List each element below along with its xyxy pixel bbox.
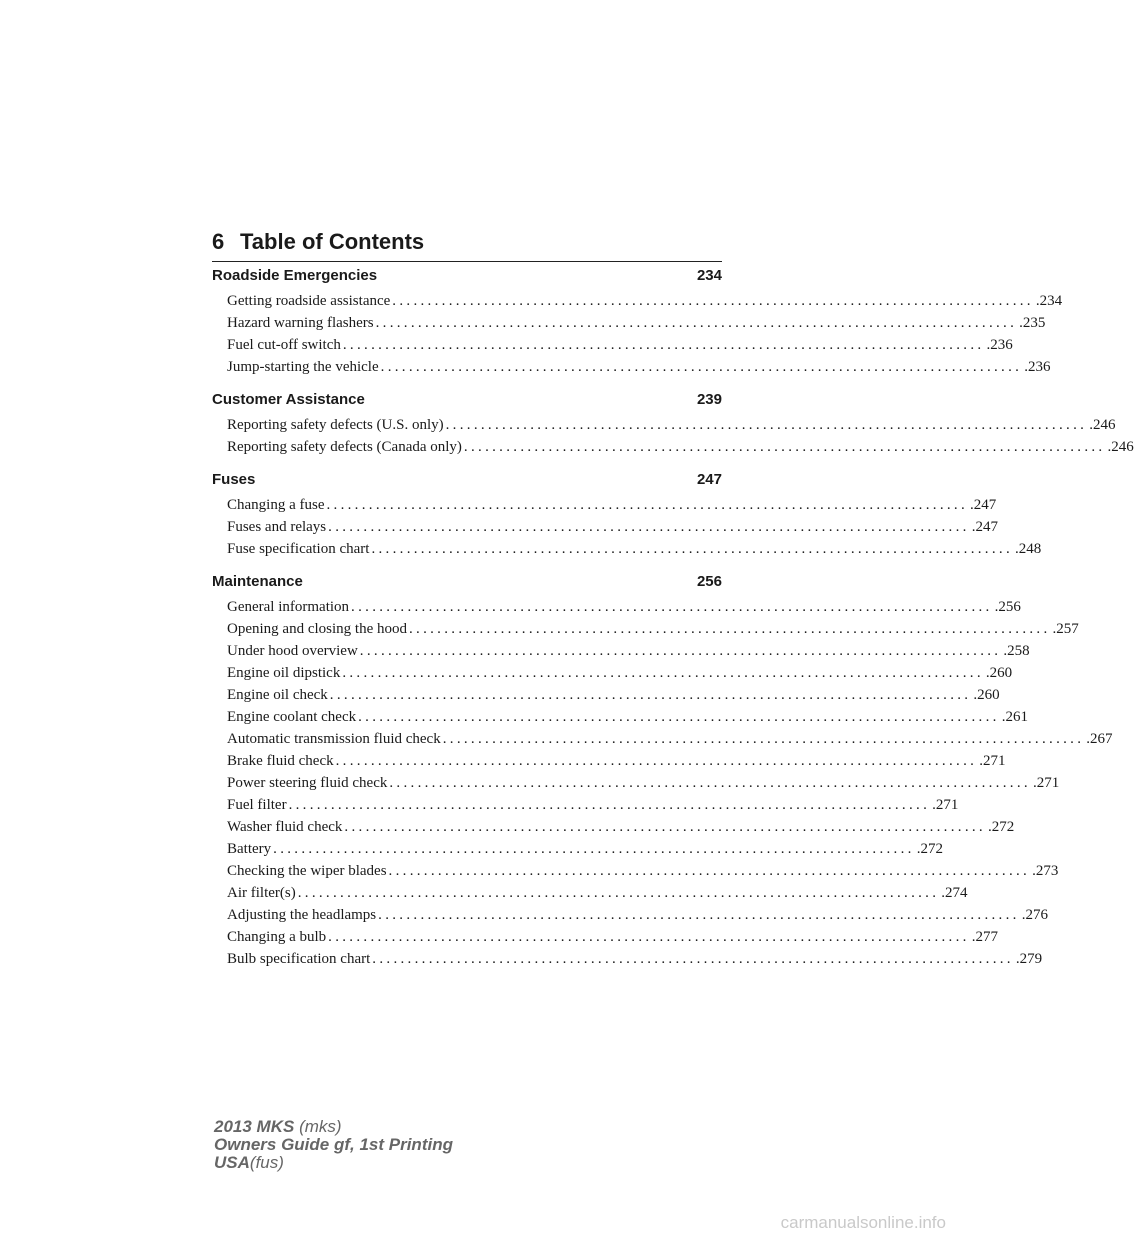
- entry-label: Brake fluid check: [227, 753, 334, 769]
- toc-entry[interactable]: [227, 334, 1013, 356]
- dot-leader: ...........................................................................................: [445, 417, 1088, 433]
- entry-page: .257: [1052, 621, 1079, 637]
- entry-label: Opening and closing the hood: [227, 621, 407, 637]
- toc-entry[interactable]: [227, 728, 1113, 750]
- dot-leader: ...........................................................................................: [297, 885, 940, 901]
- entry-label: Power steering fluid check: [227, 775, 388, 791]
- entry-page: .272: [987, 819, 1015, 835]
- entry-page: .261: [1001, 709, 1028, 725]
- entry-page: .256: [994, 599, 1021, 615]
- toc-entry[interactable]: [227, 436, 1134, 458]
- footer-guide: Owners Guide gf, 1st Printing: [214, 1135, 453, 1154]
- entry-page: .234: [1035, 293, 1063, 309]
- toc-section: [212, 264, 1063, 378]
- dot-leader: ...........................................................................................: [380, 359, 1023, 375]
- toc-section: [212, 570, 1113, 970]
- toc-entry[interactable]: [227, 414, 1116, 436]
- entry-page: .260: [985, 665, 1013, 681]
- entry-page: .236: [986, 337, 1013, 353]
- toc-section: [212, 388, 1134, 458]
- dot-leader: ...........................................................................................: [442, 731, 1085, 747]
- entry-page: .248: [1015, 541, 1042, 557]
- entry-label: Engine coolant check: [227, 709, 357, 725]
- dot-leader: ...........................................................................................: [344, 819, 986, 835]
- entry-page: .272: [916, 841, 943, 857]
- section-title: Maintenance: [212, 573, 303, 590]
- document-footer: [214, 1118, 453, 1172]
- toc-entry[interactable]: [227, 596, 1021, 618]
- dot-leader: ...........................................................................................: [359, 643, 1002, 659]
- entry-label: Engine oil dipstick: [227, 665, 341, 681]
- dot-leader: ...........................................................................................: [342, 337, 985, 353]
- dot-leader: ...........................................................................................: [388, 863, 1031, 879]
- section-page: 256: [696, 573, 722, 590]
- toc-entry[interactable]: [227, 860, 1059, 882]
- entry-label: Hazard warning flashers: [227, 315, 374, 331]
- toc-entry[interactable]: [227, 794, 959, 816]
- entry-page: .271: [979, 753, 1006, 769]
- entry-page: .247: [970, 497, 997, 513]
- dot-leader: ...........................................................................................: [328, 519, 970, 535]
- entry-label: Air filter(s): [227, 885, 296, 901]
- entry-label: Fuel cut-off switch: [227, 337, 341, 353]
- entry-page: .258: [1003, 643, 1030, 659]
- entry-label: General information: [227, 599, 350, 615]
- entry-page: .267: [1086, 731, 1113, 747]
- entry-label: Bulb specification chart: [227, 951, 371, 967]
- dot-leader: ...........................................................................................: [329, 687, 972, 703]
- table-of-contents: [212, 264, 1134, 980]
- dot-leader: ...........................................................................................: [273, 841, 915, 857]
- section-heading[interactable]: [212, 570, 722, 594]
- entry-page: .274: [941, 885, 968, 901]
- toc-entry[interactable]: [227, 516, 998, 538]
- toc-entry[interactable]: [227, 538, 1042, 560]
- toc-entry[interactable]: [227, 290, 1063, 312]
- entry-page: .277: [971, 929, 998, 945]
- dot-leader: ...........................................................................................: [371, 541, 1014, 557]
- toc-entry[interactable]: [227, 494, 997, 516]
- dot-leader: ...........................................................................................: [358, 709, 1000, 725]
- toc-entry[interactable]: [227, 684, 1000, 706]
- entry-label: Reporting safety defects (Canada only): [227, 439, 462, 455]
- dot-leader: ...........................................................................................: [378, 907, 1020, 923]
- toc-entry[interactable]: [227, 750, 1006, 772]
- entry-page: .246: [1089, 417, 1116, 433]
- section-page: 247: [696, 471, 722, 488]
- section-heading[interactable]: [212, 264, 722, 288]
- toc-entry[interactable]: [227, 904, 1048, 926]
- toc-entry[interactable]: [227, 662, 1013, 684]
- dot-leader: ...........................................................................................: [326, 497, 969, 513]
- toc-entry[interactable]: [227, 772, 1060, 794]
- entry-page: .235: [1019, 315, 1046, 331]
- entry-label: Fuse specification chart: [227, 541, 370, 557]
- footer-market: USA: [214, 1153, 250, 1172]
- entry-label: Battery: [227, 841, 272, 857]
- toc-entry[interactable]: [227, 356, 1051, 378]
- section-heading[interactable]: [212, 468, 722, 492]
- entry-label: Checking the wiper blades: [227, 863, 387, 879]
- dot-leader: ...........................................................................................: [288, 797, 931, 813]
- dot-leader: ...........................................................................................: [342, 665, 984, 681]
- toc-entry[interactable]: [227, 312, 1046, 334]
- section-page: 234: [696, 267, 722, 284]
- entry-label: Fuel filter: [227, 797, 287, 813]
- entry-label: Jump-starting the vehicle: [227, 359, 379, 375]
- entry-page: .273: [1032, 863, 1059, 879]
- dot-leader: ...........................................................................................: [328, 929, 970, 945]
- footer-model-code: (mks): [299, 1117, 342, 1136]
- toc-entry[interactable]: [227, 706, 1028, 728]
- toc-entry[interactable]: [227, 618, 1079, 640]
- entry-label: Adjusting the headlamps: [227, 907, 377, 923]
- section-page: 239: [696, 391, 722, 408]
- entry-page: .236: [1024, 359, 1051, 375]
- watermark: carmanualsonline.info: [780, 1213, 946, 1232]
- toc-section: [212, 468, 1042, 560]
- entry-label: Washer fluid check: [227, 819, 343, 835]
- section-heading[interactable]: [212, 388, 722, 412]
- dot-leader: ...........................................................................................: [335, 753, 978, 769]
- dot-leader: ...........................................................................................: [375, 315, 1018, 331]
- toc-entry[interactable]: [227, 882, 968, 904]
- dot-leader: ...........................................................................................: [351, 599, 993, 615]
- dot-leader: ...........................................................................................: [392, 293, 1034, 309]
- entry-page: .271: [1032, 775, 1060, 791]
- entry-page: .279: [1015, 951, 1043, 967]
- entry-label: Fuses and relays: [227, 519, 327, 535]
- dot-leader: ...........................................................................................: [463, 439, 1106, 455]
- page-number: 6: [212, 229, 225, 254]
- dot-leader: ...........................................................................................: [389, 775, 1031, 791]
- section-title: Roadside Emergencies: [212, 267, 378, 284]
- section-title: Fuses: [212, 471, 256, 488]
- entry-label: Changing a fuse: [227, 497, 325, 513]
- toc-entry[interactable]: [227, 816, 1015, 838]
- entry-label: Under hood overview: [227, 643, 358, 659]
- entry-label: Getting roadside assistance: [227, 293, 391, 309]
- dot-leader: ...........................................................................................: [372, 951, 1014, 967]
- toc-entry[interactable]: [227, 948, 1043, 970]
- entry-label: Changing a bulb: [227, 929, 327, 945]
- entry-page: .271: [932, 797, 959, 813]
- toc-entry[interactable]: [227, 926, 998, 948]
- toc-entry[interactable]: [227, 640, 1030, 662]
- page-header: [212, 229, 722, 262]
- toc-entry[interactable]: [227, 838, 943, 860]
- section-title: Customer Assistance: [212, 391, 365, 408]
- entry-page: .260: [973, 687, 1000, 703]
- entry-label: Automatic transmission fluid check: [227, 731, 441, 747]
- entry-label: Engine oil check: [227, 687, 328, 703]
- dot-leader: ...........................................................................................: [408, 621, 1051, 637]
- footer-market-code: (fus): [249, 1153, 284, 1172]
- entry-page: .247: [971, 519, 998, 535]
- entry-label: Reporting safety defects (U.S. only): [227, 417, 444, 433]
- page-title: Table of Contents: [240, 229, 425, 254]
- entry-page: .246: [1107, 439, 1134, 455]
- footer-model: 2013 MKS: [214, 1117, 295, 1136]
- entry-page: .276: [1021, 907, 1048, 923]
